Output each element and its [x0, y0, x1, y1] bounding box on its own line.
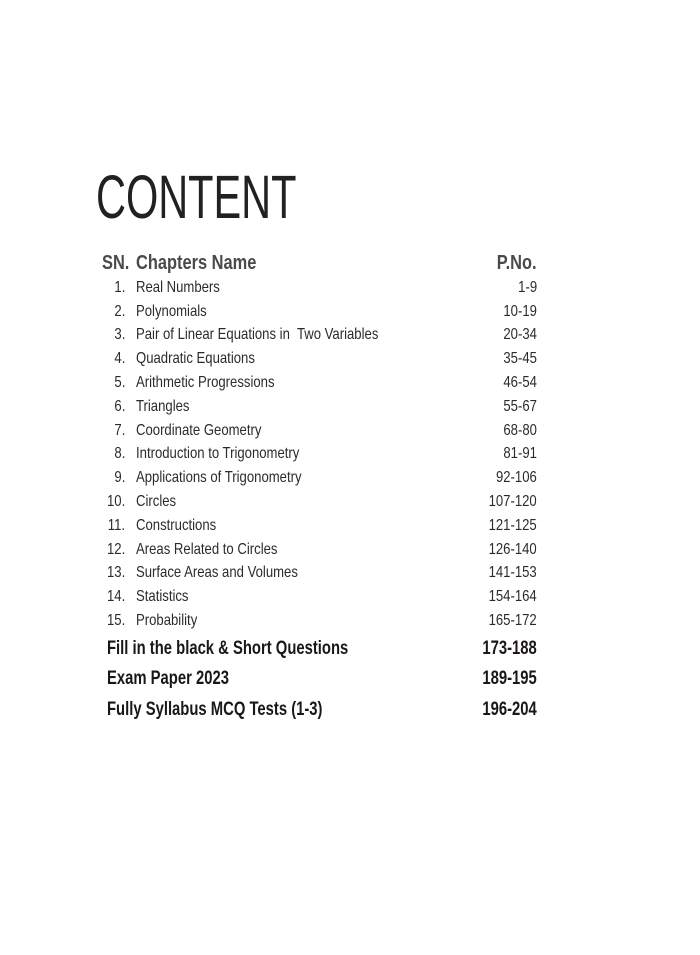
chapter-number-cell — [96, 541, 125, 559]
column-header-pno: P.No. — [497, 252, 537, 274]
chapter-name-cell — [136, 422, 496, 440]
chapter-number-cell — [96, 326, 125, 344]
toc-bold-row — [96, 664, 537, 695]
chapter-name: Areas Related to Circles — [136, 540, 278, 558]
section-pages: 196-204 — [482, 698, 537, 720]
section-pages-cell — [467, 639, 537, 660]
chapter-name: Circles — [136, 493, 177, 511]
chapter-number-cell — [96, 517, 125, 535]
chapter-number: 15. — [106, 612, 125, 630]
section-name: Fill in the black & Short Questions — [107, 637, 349, 659]
chapter-name: Probability — [136, 612, 198, 630]
chapter-name-cell — [136, 303, 496, 321]
chapter-number-cell — [96, 445, 125, 463]
chapter-name: Introduction to Trigonometry — [136, 445, 300, 463]
chapter-number-cell — [96, 350, 125, 368]
chapter-number: 11. — [107, 516, 125, 534]
toc-row — [96, 490, 537, 514]
chapter-number-cell — [96, 374, 125, 392]
chapter-pages-cell — [496, 374, 537, 392]
chapter-pages: 126-140 — [488, 540, 537, 558]
chapter-number-cell — [96, 279, 125, 297]
chapter-name: Statistics — [136, 588, 189, 606]
chapter-name-cell — [136, 588, 478, 606]
chapter-pages-cell — [487, 469, 537, 487]
chapter-name: Applications of Trigonometry — [136, 469, 302, 487]
chapter-name-cell — [136, 564, 478, 582]
chapter-number: 4. — [114, 350, 125, 368]
chapter-name: Pair of Linear Equations in Two Variables — [136, 326, 379, 344]
chapter-name-cell — [136, 350, 496, 368]
section-name: Exam Paper 2023 — [107, 668, 229, 690]
chapter-name-cell — [136, 493, 478, 511]
chapter-pages: 141-153 — [488, 564, 537, 582]
chapter-number-cell — [96, 612, 125, 630]
chapter-number: 2. — [114, 302, 125, 320]
chapter-pages: 10-19 — [503, 302, 537, 320]
chapter-pages-cell — [478, 588, 537, 606]
chapter-number: 9. — [114, 469, 125, 487]
toc-row — [96, 443, 537, 467]
chapter-name-cell — [136, 517, 478, 535]
chapter-name: Triangles — [136, 397, 190, 415]
chapter-pages-cell — [478, 564, 537, 582]
chapter-pages: 68-80 — [503, 421, 537, 439]
chapter-name-cell — [136, 612, 478, 630]
chapter-name: Surface Areas and Volumes — [136, 564, 298, 582]
chapter-pages-cell — [478, 493, 537, 511]
chapter-pages-cell — [496, 445, 537, 463]
section-pages: 189-195 — [482, 668, 537, 690]
section-pages-cell — [467, 669, 537, 690]
chapter-name: Arithmetic Progressions — [136, 374, 275, 392]
chapter-name-cell — [136, 398, 496, 416]
section-pages: 173-188 — [482, 637, 537, 659]
toc-row — [96, 347, 537, 371]
toc-row — [96, 538, 537, 562]
chapter-number: 8. — [114, 445, 125, 463]
column-header-chapters-cell — [136, 252, 488, 274]
chapter-name: Polynomials — [136, 302, 207, 320]
toc-rows — [96, 276, 537, 633]
chapter-pages-cell — [478, 612, 537, 630]
chapter-number: 10. — [106, 493, 125, 511]
chapter-number-cell — [96, 588, 125, 606]
chapter-number: 13. — [106, 564, 125, 582]
toc-bold-row — [96, 634, 537, 665]
chapter-pages-cell — [514, 279, 537, 297]
chapter-number-cell — [96, 493, 125, 511]
chapter-number: 14. — [106, 588, 125, 606]
section-name-cell — [107, 700, 467, 721]
chapter-name-cell — [136, 469, 487, 487]
chapter-name: Constructions — [136, 516, 217, 534]
chapter-pages-cell — [496, 350, 537, 368]
chapter-number-cell — [96, 469, 125, 487]
chapter-number-cell — [96, 303, 125, 321]
chapter-name-cell — [136, 374, 496, 392]
chapter-number: 5. — [114, 374, 125, 392]
toc-row — [96, 466, 537, 490]
chapter-pages: 121-125 — [488, 516, 537, 534]
chapter-number: 3. — [114, 326, 125, 344]
toc-row — [96, 300, 537, 324]
section-name-cell — [107, 639, 467, 660]
chapter-pages-cell — [478, 517, 537, 535]
chapter-pages-cell — [496, 422, 537, 440]
column-header-sn-cell — [96, 252, 130, 274]
section-pages-cell — [467, 700, 537, 721]
toc-bold-row — [96, 695, 537, 726]
toc-row — [96, 419, 537, 443]
chapter-name-cell — [136, 541, 478, 559]
section-name-cell — [107, 669, 467, 690]
chapter-pages: 154-164 — [488, 588, 537, 606]
toc-row — [96, 276, 537, 300]
toc-row — [96, 585, 537, 609]
chapter-pages: 55-67 — [503, 397, 537, 415]
toc-row — [96, 562, 537, 586]
chapter-pages: 20-34 — [503, 326, 537, 344]
chapter-pages-cell — [496, 398, 537, 416]
chapter-pages-cell — [496, 326, 537, 344]
chapter-pages: 81-91 — [503, 445, 537, 463]
chapter-name: Real Numbers — [136, 278, 220, 296]
chapter-number: 1. — [114, 278, 125, 296]
column-header-sn: SN. — [102, 252, 130, 274]
toc-bold-rows — [96, 634, 537, 726]
chapter-name: Quadratic Equations — [136, 350, 255, 368]
toc-row — [96, 395, 537, 419]
chapter-pages-cell — [496, 303, 537, 321]
toc-row — [96, 609, 537, 633]
chapter-number: 6. — [114, 397, 125, 415]
toc-row — [96, 514, 537, 538]
chapter-name-cell — [136, 326, 496, 344]
chapter-name-cell — [136, 445, 496, 463]
chapter-pages: 1-9 — [518, 278, 537, 296]
page-title: CONTENT — [96, 163, 297, 231]
chapter-pages: 107-120 — [488, 493, 537, 511]
chapter-number-cell — [96, 422, 125, 440]
chapter-name: Coordinate Geometry — [136, 421, 262, 439]
toc-row — [96, 324, 537, 348]
chapter-pages: 165-172 — [488, 612, 537, 630]
chapter-pages-cell — [478, 541, 537, 559]
chapter-name-cell — [136, 279, 514, 297]
column-header-chapters: Chapters Name — [136, 252, 257, 274]
chapter-pages: 46-54 — [503, 374, 537, 392]
section-name: Fully Syllabus MCQ Tests (1-3) — [107, 698, 323, 720]
toc-table — [96, 250, 537, 725]
chapter-number-cell — [96, 564, 125, 582]
column-header-pno-cell — [488, 252, 537, 274]
chapter-number: 7. — [114, 421, 125, 439]
chapter-pages: 35-45 — [503, 350, 537, 368]
chapter-pages: 92-106 — [496, 469, 537, 487]
toc-row — [96, 371, 537, 395]
toc-header-row — [96, 250, 537, 276]
chapter-number-cell — [96, 398, 125, 416]
chapter-number: 12. — [106, 540, 125, 558]
